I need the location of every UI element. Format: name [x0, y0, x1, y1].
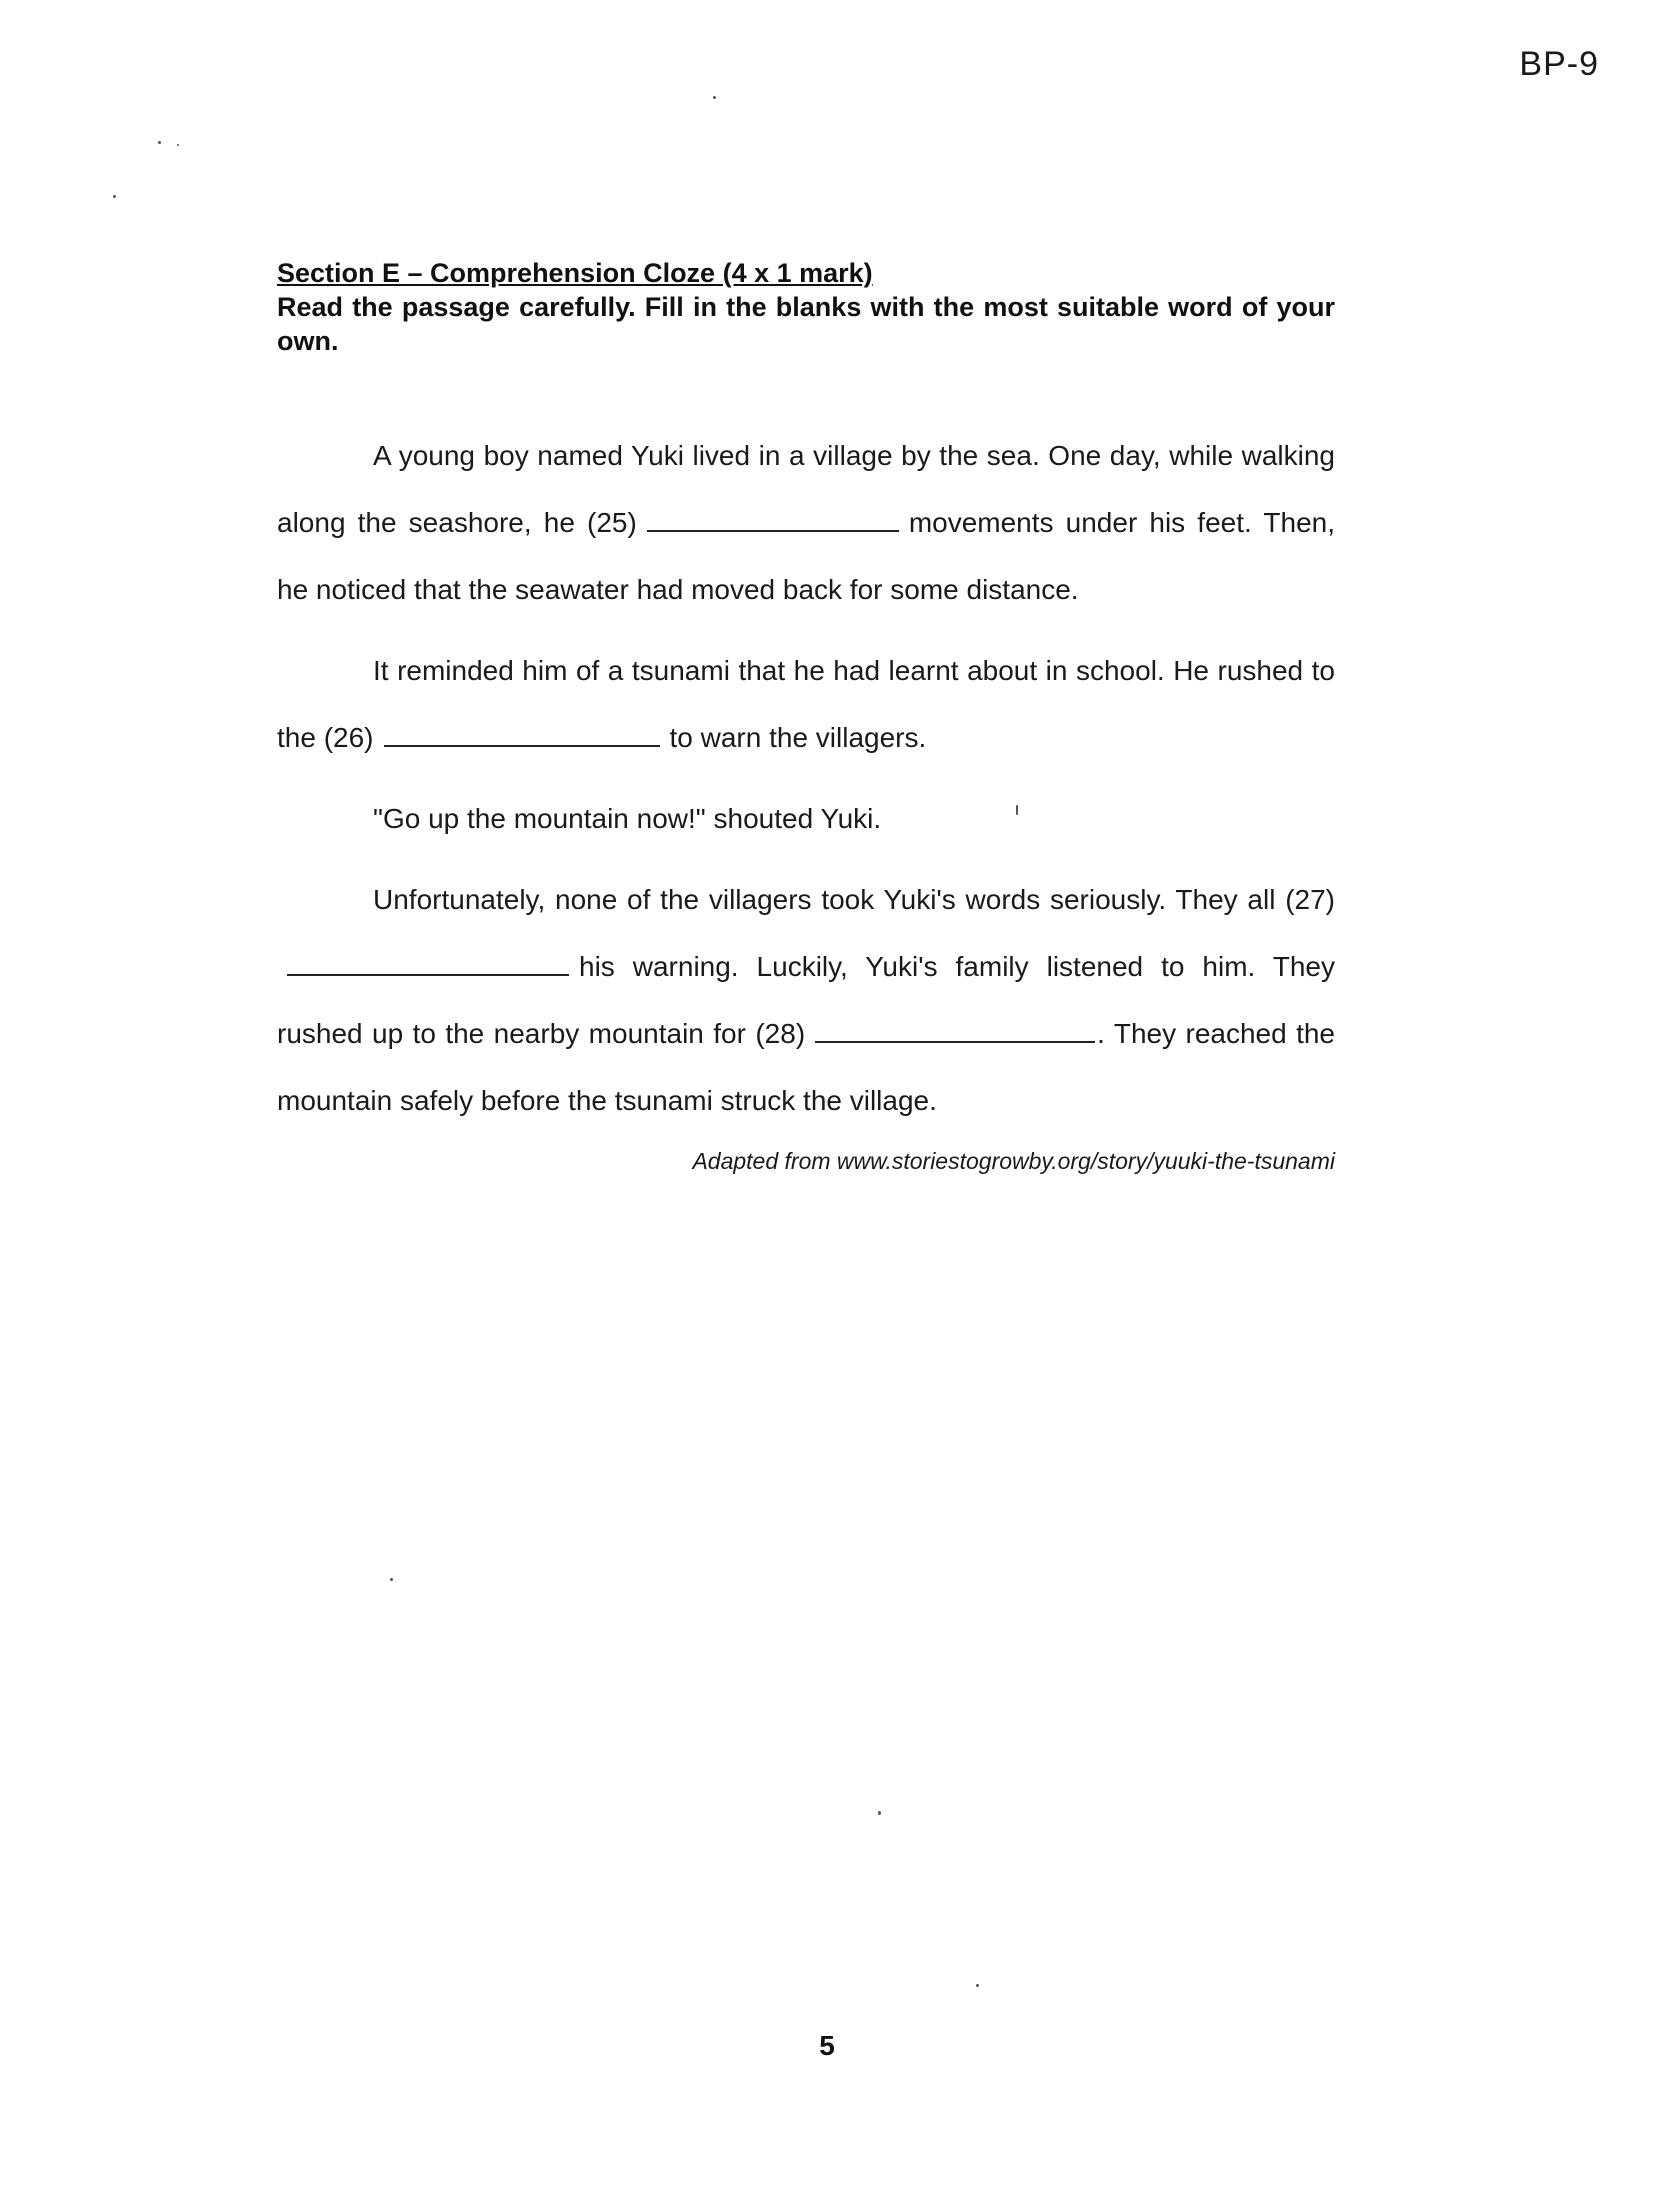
scan-speck [113, 195, 116, 198]
passage-paragraph-3 [277, 785, 1335, 852]
blank-25[interactable] [647, 502, 899, 532]
paragraph-1-text-before: A young boy named Yuki lived in a village by the sea. One day, while walking along the seashore, he (25) [277, 440, 1335, 538]
paragraph-3-text: "Go up the mountain now!" shouted Yuki. [373, 803, 882, 834]
page-number: 5 [819, 2030, 835, 2061]
passage-paragraph-2 [277, 637, 1335, 771]
scan-speck [878, 1811, 881, 1815]
blank-28[interactable] [815, 1013, 1095, 1043]
blank-27[interactable] [287, 946, 569, 976]
passage-paragraph-4 [277, 866, 1335, 1134]
paragraph-2-text-before: It reminded him of a tsunami that he had learnt about in school. He rushed to the (26) [277, 655, 1335, 753]
cloze-passage [277, 422, 1335, 1134]
paragraph-4-text-1: Unfortunately, none of the villagers took Yuki's words seriously. They all (27) [373, 884, 1335, 915]
paragraph-4-text-2: his warning. Luckily, Yuki's family listened to him. They rushed up to the nearby mountain for (28) [277, 951, 1335, 1049]
paragraph-1-text-after: movements under his feet. Then, he noticed that the seawater had moved back for some distance. [277, 507, 1335, 605]
passage-paragraph-1 [277, 422, 1335, 623]
blank-26[interactable] [384, 717, 660, 747]
paragraph-2-text-after: to warn the villagers. [669, 722, 927, 753]
scan-speck [390, 1578, 393, 1581]
worksheet-content [277, 256, 1335, 1175]
scan-speck [976, 1984, 979, 1987]
scan-speck [1016, 805, 1018, 815]
scan-speck [158, 141, 161, 144]
scan-speck [713, 96, 716, 99]
source-attribution: Adapted from www.storiestogrowby.org/story/yuuki-the-tsunami [692, 1148, 1335, 1174]
page-code: BP-9 [1519, 45, 1599, 83]
section-title: Section E – Comprehension Cloze (4 x 1 mark) [277, 258, 873, 288]
scan-speck [177, 144, 179, 146]
paragraph-4-text-3: . They reached the mountain safely before the tsunami struck the village. [277, 1018, 1336, 1116]
section-instruction: Read the passage carefully. Fill in the blanks with the most suitable word of your own. [277, 292, 1335, 356]
